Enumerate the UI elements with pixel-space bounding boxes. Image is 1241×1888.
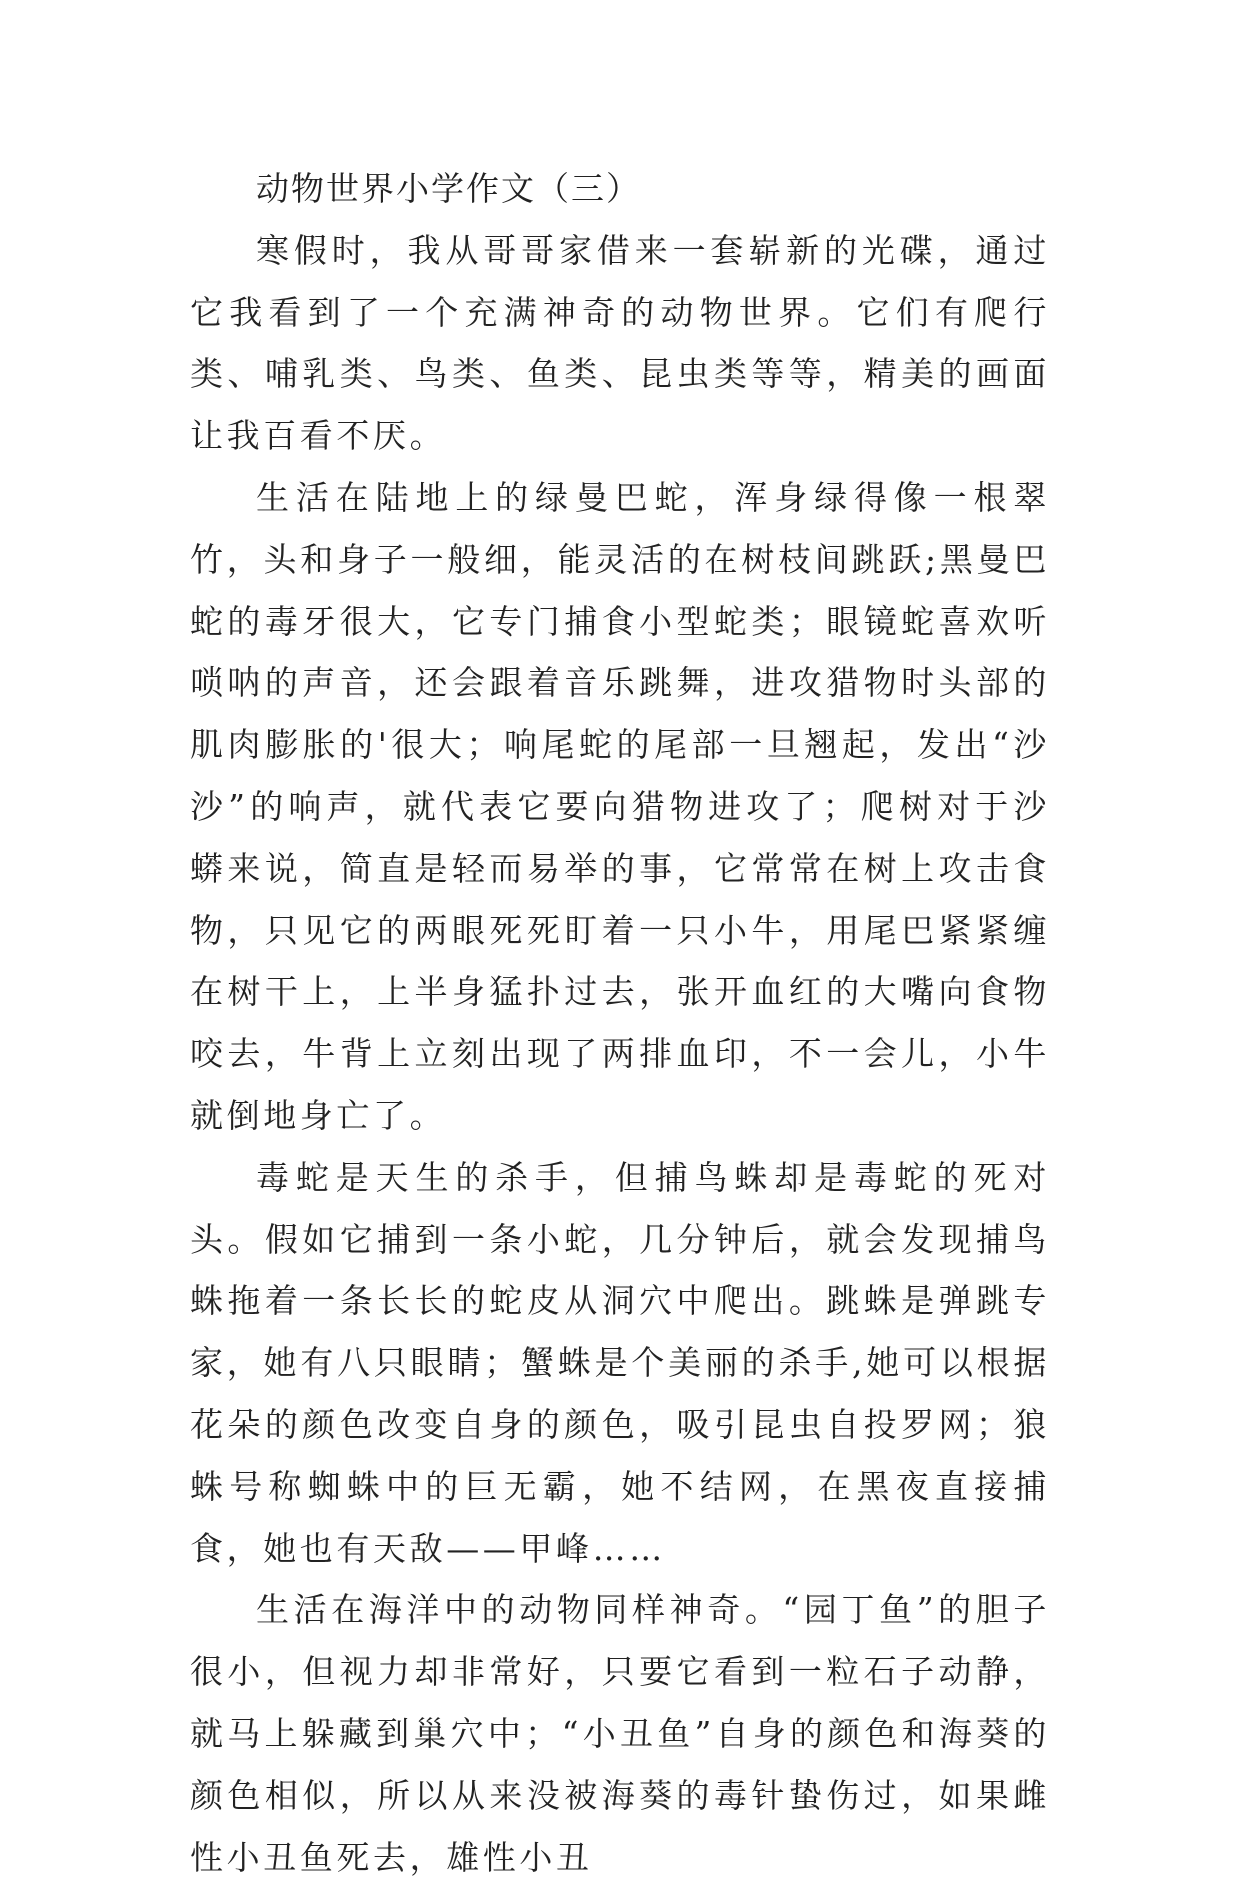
paragraph-3: 毒蛇是天生的杀手，但捕鸟蛛却是毒蛇的死对头。假如它捕到一条小蛇，几分钟后，就会发现捕鸟蛛拖着一条长长的蛇皮从洞穴中爬出。跳蛛是弹跳专家，她有八只眼睛；蟹蛛是个美丽的杀手,她可以根据花朵的颜色改变自身的颜色，吸引昆虫自投罗网；狼蛛号称蜘蛛中的巨无霸，她不结网，在黑夜直接捕食，她也有天敌——甲峰…… xyxy=(190,1157,1050,1568)
paragraph-2: 生活在陆地上的绿曼巴蛇，浑身绿得像一根翠竹，头和身子一般细，能灵活的在树枝间跳跃;黑曼巴蛇的毒牙很大，它专门捕食小型蛇类；眼镜蛇喜欢听唢呐的声音，还会跟着音乐跳舞，进攻猎物时头部的肌肉膨胀的'很大；响尾蛇的尾部一旦翘起，发出“沙沙”的响声，就代表它要向猎物进攻了；爬树对于沙蟒来说，简直是轻而易举的事，它常常在树上攻击食物，只见它的两眼死死盯着一只小牛，用尾巴紧紧缠在树干上，上半身猛扑过去，张开血红的大嘴向食物咬去，牛背上立刻出现了两排血印，不一会儿，小牛就倒地身亡了。 xyxy=(190,477,1050,1135)
essay-title: 动物世界小学作文（三） xyxy=(256,169,641,208)
paragraph-4: 生活在海洋中的动物同样神奇。“园丁鱼”的胆子很小，但视力却非常好，只要它看到一粒石子动静，就马上躲藏到巢穴中；“小丑鱼”自身的颜色和海葵的颜色相似，所以从来没被海葵的毒针蛰伤过，如果雌性小丑鱼死去，雄性小丑 xyxy=(190,1590,1050,1877)
essay-body xyxy=(190,158,1050,1888)
paragraph-1: 寒假时，我从哥哥家借来一套崭新的光碟，通过它我看到了一个充满神奇的动物世界。它们有爬行类、哺乳类、鸟类、鱼类、昆虫类等等，精美的画面让我百看不厌。 xyxy=(190,230,1050,456)
